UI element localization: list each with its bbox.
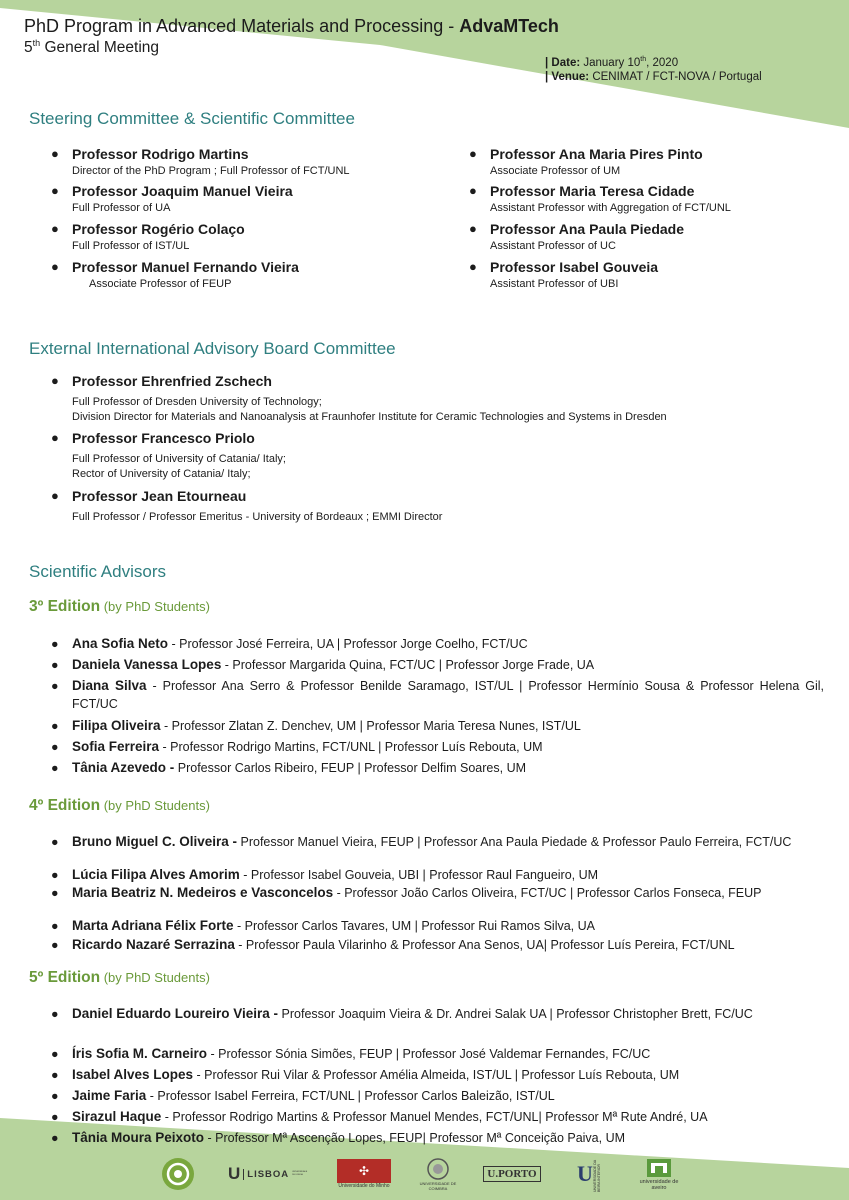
aveiro-logo — [636, 1155, 682, 1193]
member-role: Assistant Professor of UBI — [490, 278, 619, 290]
coimbra-text: UNIVERSIDADE DE COIMBRA — [419, 1181, 457, 1191]
advisor-text: - Professor Carlos Tavares, UM | Professor Rui Ramos Silva, UA — [233, 919, 595, 933]
date-line — [545, 56, 678, 69]
member-role: Full Professor of University of Catania/ Italy; — [72, 453, 286, 465]
member-name: Professor Rodrigo Martins — [72, 146, 249, 162]
external-heading: External International Advisory Board Committee — [29, 339, 396, 358]
bullet-icon: ● — [51, 1047, 59, 1061]
bullet-icon: ● — [51, 1131, 59, 1145]
member-name: Professor Rogério Colaço — [72, 221, 245, 237]
student-name: Bruno Miguel C. Oliveira - — [72, 834, 238, 849]
bullet-icon: ● — [51, 761, 59, 775]
committee-member — [51, 146, 350, 177]
student-name: Sirazul Haque — [72, 1109, 162, 1124]
steering-heading: Steering Committee & Scientific Committee — [29, 109, 355, 128]
committee-member — [469, 146, 703, 177]
committee-member — [469, 221, 684, 252]
committee-member — [469, 183, 731, 214]
advisor-row — [51, 884, 824, 902]
bullet-icon: ● — [469, 183, 477, 198]
member-role: Full Professor of UA — [72, 202, 171, 214]
advisor-text: - Professor Mª Ascenção Lopes, FEUP| Professor Mª Conceição Paiva, UM — [204, 1131, 626, 1145]
tecnico-seal-icon — [160, 1156, 196, 1192]
student-name: Sofia Ferreira — [72, 739, 160, 754]
advisor-text: Professor Manuel Vieira, FEUP | Professor Ana Paula Piedade & Professor Paulo Ferreira, FCT/UC — [237, 835, 792, 849]
bullet-icon: ● — [51, 1068, 59, 1082]
bullet-icon: ● — [51, 183, 59, 198]
bullet-icon: ● — [51, 740, 59, 754]
member-name: Professor Francesco Priolo — [72, 430, 255, 446]
bullet-icon: ● — [51, 146, 59, 161]
minho-emblem-icon: ✣ — [337, 1159, 391, 1183]
member-name: Professor Isabel Gouveia — [490, 259, 659, 275]
coimbra-seal-icon — [426, 1157, 450, 1181]
meeting-sup: th — [32, 38, 41, 48]
member-role: Division Director for Materials and Nanoanalysis at Fraunhofer Institute for Ceramic Technologies and Systems in Dresden — [72, 411, 667, 423]
edition-5-heading — [29, 969, 210, 987]
advisor-row — [51, 1129, 824, 1147]
advisor-text: - Professor Margarida Quina, FCT/UC | Professor Jorge Frade, UA — [221, 658, 595, 672]
student-name: Lúcia Filipa Alves Amorim — [72, 867, 240, 882]
member-role: Assistant Professor with Aggregation of FCT/UNL — [490, 202, 731, 214]
tecnico-logo — [158, 1155, 198, 1193]
member-role: Assistant Professor of UC — [490, 240, 616, 252]
member-role: Full Professor of Dresden University of Technology; — [72, 396, 322, 408]
meeting-number: 5 — [24, 39, 33, 57]
student-name: Tânia Azevedo - — [72, 760, 175, 775]
bullet-icon: ● — [51, 679, 59, 693]
advisor-row — [51, 1005, 824, 1023]
edition-label: 5º Edition — [29, 969, 101, 986]
member-name: Professor Ehrenfried Zschech — [72, 373, 272, 389]
advisor-text: - Professor Isabel Ferreira, FCT/UNL | Professor Carlos Baleizão, IST/UL — [146, 1089, 555, 1103]
member-role: Full Professor / Professor Emeritus - University of Bordeaux ; EMMI Director — [72, 511, 443, 523]
committee-member — [51, 183, 293, 214]
member-name: Professor Joaquim Manuel Vieira — [72, 183, 293, 199]
partner-logos — [0, 1155, 849, 1195]
student-name: Isabel Alves Lopes — [72, 1067, 194, 1082]
member-name: Professor Jean Etourneau — [72, 488, 247, 504]
member-role: Rector of University of Catania/ Italy; — [72, 468, 251, 480]
edition-note: (by PhD Students) — [100, 599, 210, 614]
aveiro-emblem-icon — [645, 1157, 673, 1179]
minho-text: Universidade do Minho — [338, 1183, 390, 1189]
student-name: Marta Adriana Félix Forte — [72, 918, 234, 933]
advisor-row — [51, 759, 824, 777]
board-member — [51, 373, 667, 423]
member-role: Associate Professor of UM — [490, 165, 621, 177]
edition-label: 3º Edition — [29, 598, 101, 615]
advisor-text: Professor Joaquim Vieira & Dr. Andrei Salak UA | Professor Christopher Brett, FC/UC — [278, 1007, 753, 1021]
advisor-text: Professor Carlos Ribeiro, FEUP | Professor Delfim Soares, UM — [174, 761, 527, 775]
bullet-icon: ● — [469, 146, 477, 161]
advisor-text: - Professor Ana Serro & Professor Benilde Saramago, IST/UL | Professor Hermínio Sousa & Professor Helena Gil, FCT/UC — [72, 679, 825, 711]
bullet-icon: ● — [51, 637, 59, 651]
member-role: Director of the PhD Program ; Full Professor of FCT/UNL — [72, 165, 350, 177]
edition-3-heading — [29, 598, 210, 616]
board-member — [51, 488, 443, 523]
student-name: Íris Sofia M. Carneiro — [72, 1046, 208, 1061]
edition-note: (by PhD Students) — [100, 970, 210, 985]
ubi-logo — [566, 1155, 612, 1193]
student-name: Jaime Faria — [72, 1088, 147, 1103]
ubi-mark-icon: U — [577, 1161, 593, 1186]
ubi-text: UNIVERSIDADE DA BEIRA INTERIOR — [592, 1160, 601, 1192]
venue-line — [545, 71, 762, 83]
lisboa-logo — [228, 1155, 308, 1193]
student-name: Ana Sofia Neto — [72, 636, 169, 651]
bullet-icon: ● — [51, 886, 59, 900]
bullet-icon: ● — [51, 488, 59, 503]
student-name: Daniela Vanessa Lopes — [72, 657, 222, 672]
bullet-icon: ● — [51, 259, 59, 274]
advisor-row — [51, 833, 824, 851]
advisor-row — [51, 717, 824, 735]
student-name: Ricardo Nazaré Serrazina — [72, 937, 235, 952]
bullet-icon: ● — [51, 221, 59, 236]
advisor-text: - Professor Rodrigo Martins, FCT/UNL | Professor Luís Rebouta, UM — [159, 740, 543, 754]
bullet-icon: ● — [469, 259, 477, 274]
bullet-icon: ● — [51, 719, 59, 733]
member-name: Professor Ana Paula Piedade — [490, 221, 684, 237]
advisor-text: - Professor João Carlos Oliveira, FCT/UC | Professor Carlos Fonseca, FEUP — [333, 886, 762, 900]
bullet-icon: ● — [51, 430, 59, 445]
advisor-row — [51, 656, 824, 674]
committee-member — [51, 259, 299, 290]
bullet-icon: ● — [51, 919, 59, 933]
advisor-text: - Professor José Ferreira, UA | Professor Jorge Coelho, FCT/UC — [168, 637, 528, 651]
coimbra-logo — [418, 1155, 458, 1193]
student-name: Diana Silva — [72, 678, 147, 693]
committee-member — [469, 259, 659, 290]
porto-logo — [482, 1155, 542, 1193]
advisor-row — [51, 866, 824, 884]
student-name: Maria Beatriz N. Medeiros e Vasconcelos — [72, 885, 334, 900]
page-title — [24, 16, 559, 37]
advisor-row — [51, 677, 825, 713]
bullet-icon: ● — [51, 1110, 59, 1124]
member-name: Professor Maria Teresa Cidade — [490, 183, 695, 199]
student-name: Filipa Oliveira — [72, 718, 161, 733]
date-value: January 10 — [580, 56, 641, 69]
advisor-row — [51, 936, 824, 954]
bullet-icon: ● — [469, 221, 477, 236]
venue-value: CENIMAT / FCT-NOVA / Portugal — [589, 71, 762, 83]
advisor-row — [51, 1066, 824, 1084]
bullet-icon: ● — [51, 1089, 59, 1103]
date-label: | Date: — [545, 56, 581, 69]
student-name: Tânia Moura Peixoto — [72, 1130, 205, 1145]
bullet-icon: ● — [51, 658, 59, 672]
advisor-text: - Professor Isabel Gouveia, UBI | Professor Raul Fangueiro, UM — [239, 868, 599, 882]
advisors-heading: Scientific Advisors — [29, 562, 166, 581]
advisor-row — [51, 1045, 824, 1063]
meeting-text: General Meeting — [40, 39, 160, 57]
bullet-icon: ● — [51, 868, 59, 882]
committee-member — [51, 221, 245, 252]
bullet-icon: ● — [51, 1007, 59, 1021]
board-member — [51, 430, 286, 480]
aveiro-text: universidade de aveiro — [639, 1179, 679, 1191]
porto-text: U.PORTO — [483, 1166, 540, 1182]
lisboa-text: LISBOA — [243, 1169, 289, 1180]
title-brand: AdvaMTech — [459, 16, 559, 36]
bullet-icon: ● — [51, 835, 59, 849]
lisboa-sub: UNIVERSIDADE DE LISBOA — [292, 1171, 308, 1176]
advisor-row — [51, 917, 824, 935]
bullet-icon: ● — [51, 938, 59, 952]
bullet-icon: ● — [51, 373, 59, 388]
date-sup: th — [640, 56, 647, 63]
advisor-text: - Professor Sónia Simões, FEUP | Professor José Valdemar Fernandes, FC/UC — [207, 1047, 651, 1061]
advisor-text: - Professor Rui Vilar & Professor Amélia Almeida, IST/UL | Professor Luís Rebouta, UM — [193, 1068, 680, 1082]
advisor-text: - Professor Paula Vilarinho & Professor Ana Senos, UA| Professor Luís Pereira, FCT/UNL — [234, 938, 735, 952]
edition-label: 4º Edition — [29, 797, 101, 814]
edition-note: (by PhD Students) — [100, 798, 210, 813]
venue-label: | Venue: — [545, 71, 590, 83]
date-year: , 2020 — [646, 56, 679, 69]
advisor-row — [51, 1087, 824, 1105]
advisor-row — [51, 1108, 824, 1126]
advisor-row — [51, 635, 824, 653]
page-subtitle — [24, 38, 159, 57]
member-role: Associate Professor of FEUP — [89, 278, 232, 290]
advisor-text: - Professor Zlatan Z. Denchev, UM | Professor Maria Teresa Nunes, IST/UL — [160, 719, 581, 733]
member-role: Full Professor of IST/UL — [72, 240, 190, 252]
member-name: Professor Ana Maria Pires Pinto — [490, 146, 703, 162]
title-main: PhD Program in Advanced Materials and Processing - — [24, 16, 460, 36]
u-mark-icon: U — [228, 1164, 241, 1183]
student-name: Daniel Eduardo Loureiro Vieira - — [72, 1006, 279, 1021]
advisor-text: - Professor Rodrigo Martins & Professor Manuel Mendes, FCT/UNL| Professor Mª Rute André, UA — [161, 1110, 708, 1124]
minho-logo — [336, 1155, 392, 1193]
member-name: Professor Manuel Fernando Vieira — [72, 259, 299, 275]
edition-4-heading — [29, 797, 210, 815]
advisor-row — [51, 738, 824, 756]
